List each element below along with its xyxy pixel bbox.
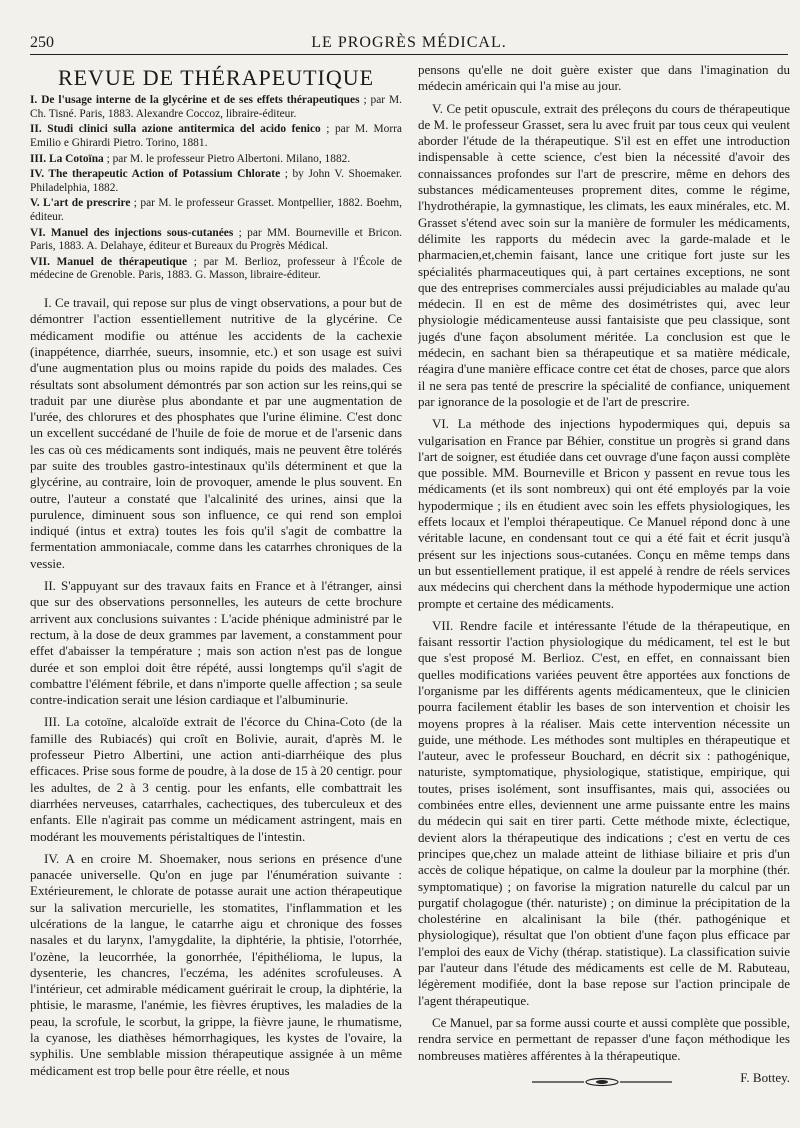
section-title: REVUE DE THÉRAPEUTIQUE: [57, 65, 375, 90]
bibliography-entry: [30, 227, 402, 254]
bibliography-entry: [30, 256, 402, 283]
bibliography-title: II. Studi clinici sulla azione antitermica del acido fenico: [30, 123, 321, 136]
review-paragraph: VI. La méthode des injections hypodermiques qui, depuis sa vulgarisation en France par Béhier, constitue un progrès si grand dans l'art de soigner, est étudiée dans cet ouvrage d'une façon aussi complète que possible. MM. Bourneville et Bricon y passent en revue tous les médicaments (et ils sont nombreux) qui ont été employés par la voie hypodermique ; ils en étudient avec soin les effets physiologiques, les effets locaux et l'emploi thérapeutique. Ce Manuel répond donc à une véritable lacune, en condensant tout ce qui a été fait et écrit jusqu'à présent sur les injections sous-cutanées. Conçu en même temps dans un but essentiellement pratique, il est appelé à rendre de réels services aux médecins qui cherchent dans la méthode hypodermique une action prompte et certaine des médicaments.: [418, 416, 790, 611]
review-paragraph: Ce Manuel, par sa forme aussi courte et aussi complète que possible, rendra service en permettant de repasser d'une façon méthodique les nombreuses matières afférentes à la thérapeutique.: [418, 1014, 790, 1063]
bibliography-title: I. De l'usage interne de la glycérine et de ses effets thérapeutiques: [30, 94, 360, 107]
page-number: 250: [30, 34, 54, 51]
bibliography-details: ; by John V. Shoemaker. Philadelphia, 1882.: [30, 168, 402, 194]
bibliography-details: ; par M. Ch. Tisné. Paris, 1883. Alexandre Coccoz, libraire-éditeur.: [30, 94, 402, 120]
left-column: [30, 62, 402, 1107]
review-paragraph: V. Ce petit opuscule, extrait des préleçons du cours de thérapeutique de M. le professeur Grasset, sera lu avec fruit par tous ceux qui veulent aborder l'étude de la thérapeutique. S'il est en effet une introduction indispensable à cette science, c'est bien la nécessité d'avoir des connaissances profondes sur l'art de prescrire, même en dehors des substances médicamenteuses proprement dites, comme le régime, l'hydrothérapie, la gymnastique, les climats, les eaux minérales, etc. M. Grasset s'étend avec soin sur la manière de formuler les médicaments, délimite les rapports du médecin avec la garde-malade et le pharmacien,et,chemin faisant, lance une critique fort juste sur les spécialités pharmaceutiques qui, à part certaines exceptions, ne sont que des entreprises commerciales aussi préjudiciables au malade qu'au médecin. Il en est de même des dosimétristes qui, avec leur physiologie médicamenteuse aussi fantaisiste que peu classique, sont jugés d'une façon absolument méritée. La conclusion est que le médecin, en sachant bien sa thérapeutique et sa matière médicale, réagira d'une manière efficace contre cet état de choses, parce que alors il ne sera pas tenté de prescrire la spécialité de confiance, uniquement par ignorance de la posologie et de l'art de prescrire.: [418, 100, 790, 409]
running-head: [30, 34, 788, 55]
bibliography-details: ; par M. Morra Emilio e Ghirardi Pietro. Torino, 1881.: [30, 123, 402, 150]
bibliography-title: IV. The therapeutic Action of Potassium Chlorate: [30, 168, 281, 181]
bibliography-entry: [30, 168, 402, 195]
review-paragraph: I. Ce travail, qui repose sur plus de vingt observations, a pour but de démontrer l'action essentiellement nutritive de la glycérine. Ce médicament modifie ou atténue les accidents de la cachexie (inappétence, diarrhée, sueurs, insomnie, etc.) et son usage est suivi d'une augmentation plus ou moins rapide du poids des malades. Ces résultats sont absolument démontrés par son action sur les reins,qui se traduit par une diurèse plus abondante et par une augmentation de l'urée, des chlorures et des phosphates que l'urine élimine. C'est donc un excellent succédané de l'huile de foie de morue et de l'arsenic dans les cas où ces médicaments sont indiqués, mais ne peuvent être tolérés par suite des troubles gastro-intestinaux qu'ils déterminent et que la glycérine, au contraire, loin de provoquer, amende le plus souvent. En outre, l'auteur a constaté que l'alcalinité des urines, ainsi que la purulence, diminuent sous son influence, ce qui rend son emploi indiqué (intus et extra) toutes les fois qu'il s'agit de combattre la fermentation ammoniacale, comme dans les catarrhes chroniques de la vessie.: [30, 295, 402, 571]
ornament-divider-icon: [532, 1077, 672, 1087]
right-column: [418, 62, 790, 1107]
bibliography-title: III. La Cotoïna: [30, 152, 104, 165]
bibliography-title: VII. Manuel de thérapeutique: [30, 255, 188, 268]
bibliography-entry: [30, 94, 402, 121]
bibliography-details: ; par M. le professeur Pietro Albertoni. Milano, 1882.: [103, 152, 351, 165]
bibliography-details: ; par MM. Bourneville et Bricon. Paris, 1883. A. Delahaye, éditeur et Bureaux du Progrès Médical.: [30, 226, 402, 253]
bibliography-entry: [30, 153, 402, 167]
review-paragraph: IV. A en croire M. Shoemaker, nous serions en présence d'une panacée universelle. Qu'on en juge par l'énumération suivante : Extérieurement, le chlorate de potasse aurait une action thérapeutique sur la salivation mercurielle, les stomatites, l'inflammation et les ulcérations de la langue, le catarrhe aigu et chronique des fosses nasales et du larynx, l'amygdalite, la diphtérie, la phtisie, l'otorrhée, l'ozène, la leucorrhée, la gonorrhée, l'épithélioma, le lupus, la dysenterie, les chancres, l'eczéma, les adénites scrofuleuses. A l'intérieur, cet admirable médicament guérirait le croup, la diphtérie, la phtisie, le marasme, l'anémie, les fièvres éruptives, les maladies de la peau, la scrofule, le scorbut, la grippe, la fièvre jaune, le rhumatisme, la cyanose, les diathèses hémorrhagiques, les kystes de l'ovaire, la syphilis. Une semblable mission thérapeutique assignée à un même médicament est trop belle pour être réelle, et nous: [30, 850, 402, 1078]
journal-title: LE PROGRÈS MÉDICAL.: [311, 34, 507, 51]
bibliography-details: ; par M. le professeur Grasset. Montpellier, 1882. Boehm, éditeur.: [30, 197, 402, 224]
bibliography-title: VI. Manuel des injections sous-cutanées: [30, 226, 234, 239]
review-paragraph: III. La cotoïne, alcaloïde extrait de l'écorce du China-Coto (de la famille des Rubiacés) qui croît en Bolivie, aurait, d'après M. le professeur Pietro Albertini, une action anti-diarrhéique des plus efficaces. Prise sous forme de poudre, à la dose de 15 à 20 centigr. pour les adultes, de 2 à 3 centig. pour les enfants, elle combattrait les diarrhées nerveuses, catarrhales, cachectiques, des tuberculeux et des enfants. Elle n'agirait pas comme un médicament astringent, mais en modérant les mouvements péristaltiques de l'intestin.: [30, 714, 402, 844]
bibliography-details: ; par M. Berlioz, professeur à l'École de médecine de Grenoble. Paris, 1883. G. Masson, libraire-éditeur.: [30, 255, 402, 282]
author-signature: F. Bottey.: [740, 1069, 790, 1085]
review-paragraph: VII. Rendre facile et intéressante l'étude de la thérapeutique, en faisant ressortir l'action physiologique du médicament, tel est le but que s'est proposé M. Berlioz. C'est, en effet, en connaissant bien quelles modifications variées peuvent être apportées aux fonctions de l'organisme par les différents agents médicamenteux, que le clinicien pourra facilement établir les bases de son intervention et choisir les moyens propres à la réaliser. Mais cette intervention nécessite un guide, une méthode. Les méthodes sont multiples en thérapeutique et l'auteur, avec le professeur Bouchard, en décrit six : pathogénique, naturiste, symptomatique, physiologique, statistique, empirique, qui toutes, prises isolément, sont insuffisantes, mais qui, associées ou combinées entre elles, deviennent une arme puissante entre les mains du médecin qui sait en tirer parti. Cette méthode mixte, éclectique, devient alors la thérapeutique des indications ; c'est en vertu de ces principes que,chez un malade atteint de lithiase biliaire et pris d'un accès de colique hépatique, on calme la douleur par la morphine (thér. symptomatique) ; on favorise la migration naturelle du calcul par un purgatif cholagogue (thér. naturiste) ; on diminue la précipitation de la cholestérine en alcalinisant la bile (thér. pathogénique et physiologique), résultat que l'on obtient d'une façon plus efficace par l'emploi des eaux de Vichy (thérap. statistique). La classification suivie par l'auteur dans l'étude des médicaments est celle de M. Rabuteau, légèrement modifiée, dont la base repose sur l'action principale de l'agent thérapeutique.: [418, 617, 790, 1008]
bibliography-entry: [30, 123, 402, 150]
bibliography-title: V. L'art de prescrire: [30, 197, 131, 210]
review-paragraph: pensons qu'elle ne doit guère exister que dans l'imagination du médecin américain qui l'a mise au jour.: [418, 62, 790, 94]
review-paragraph: II. S'appuyant sur des travaux faits en France et à l'étranger, ainsi que sur des observations personnelles, les auteurs de cette brochure arrivent aux conclusions suivantes : L'acide phénique administré par le rectum, à la dose de deux grammes par lavement, a constamment pour effet d'abaisser la température ; mais son action n'est pas de longue durée et son emploi doit être répété, aussi longtemps qu'il s'agit de combattre l'élément fébrile, et dans n'importe quelle affection ; sa seule contre-indication serait une lésion cardiaque et l'albuminurie.: [30, 578, 402, 708]
bibliography-entry: [30, 197, 402, 224]
